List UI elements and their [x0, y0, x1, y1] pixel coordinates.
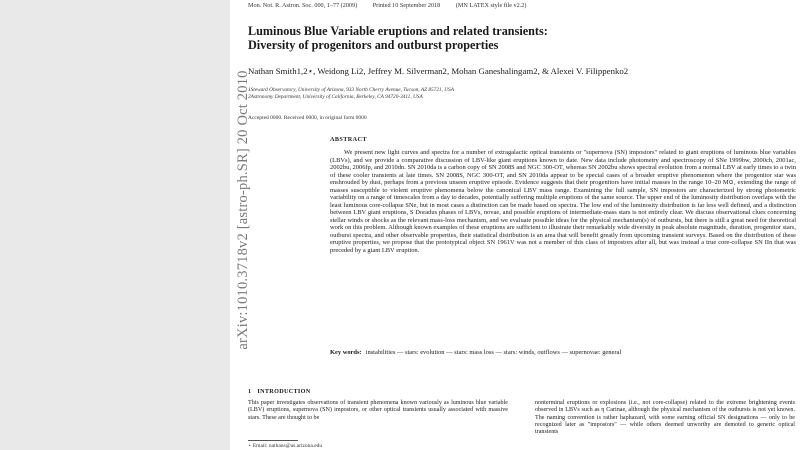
- footnote-divider: [248, 440, 298, 441]
- intro-column-right: nonterminal eruptions or explosions (i.e., not core-collapse) related to the extreme brightening events observed in LBVs such as η Carinae, although the physical mechanism of the outbursts is not yet known. The naming convention is rather haphazard, with some earning official SN designations — only to be recognized later as "impostors" — while others deemed unworthy are demoted to generic optical transients: [535, 400, 795, 436]
- intro-column-left: This paper investigates observations of transient phenomena known variously as luminous blue variable (LBV) eruptions, supernova (SN) impostors, or other optical transients usually associated with massive stars. These are thought to be: [248, 400, 508, 421]
- footnote-email: ⋆ Email: nathans@as.arizona.edu: [248, 443, 323, 449]
- printed-date: Printed 10 September 2018: [372, 2, 441, 9]
- abstract-text: We present new light curves and spectra for a number of extragalactic optical transients or "supernova (SN) impostors" related to giant eruptions of luminous blue variables (LBVs), and we provide a comparative discussion of LBV-like giant eruptions known to date. New data include photometry and spectroscopy of SNe 1999bw, 2000ch, 2001ac, 2002bu, 2006fp, and 2010dn. SN 2010da is a carbon copy of SN 2008S and NGC 300-OT, whereas SN 2002bu shows spectral evolution from a normal LBV at early times to a twin of these cooler transients at late times. SN 2008S, NGC 300-OT, and SN 2010da appear to be special cases of a broader eruptive phenomenon where the progenitor star was enshrouded by dust, perhaps from a previous unseen eruptive episode. Evidence suggests that their progenitors have initial masses in the range 10–20 M⊙, extending the range of masses susceptible to violent eruptive phenomena below the canonical LBV mass range. Examining the full sample, SN impostors are characterized by strong photometric variability on a range of timescales from a day to decades, potentially suffering multiple eruptions of the same source. The upper end of the luminosity distribution overlaps with the least luminous core-collapse SNe, but in most cases a distinction can be made based on spectra. The low end of the luminosity distribution is far less well defined, and a distinction between LBV giant eruptions, S Doradus phases of LBVs, novae, and possible eruptions of intermediate-mass stars is not entirely clear. We discuss observational clues concerning stellar winds or shocks as the relevant mass-loss mechanism, and we evaluate possible ideas for the physical mechanism(s) of outbursts, but there is still a great need for theoretical work on this problem. Although known examples of these eruptions are sufficient to illustrate their remarkably wide diversity in peak absolute magnitude, duration, progenitor stars, outburst spectra, and other observable properties, their statistical distribution is an area that will benefit greatly from upcoming transient surveys. Based on the distribution of these eruptive properties, we propose that the prototypical object SN 1961V was not a member of this class of impostors after all, but was instead a true core-collapse SN IIn that was preceded by a giant LBV eruption.: [330, 149, 796, 254]
- title-line-2: Diversity of progenitors and outburst properties: [248, 38, 499, 52]
- running-head: [248, 2, 788, 9]
- paper-page: [230, 0, 800, 450]
- keywords-list: instabilities — stars: evolution — stars: mass loss — stars: winds, outflows — supernovae: general: [365, 349, 622, 356]
- accepted-received-line: Accepted 0000. Received 0000, in original form 0000: [248, 115, 367, 121]
- section-heading: [248, 388, 317, 395]
- affiliation-2: 2Astronomy Department, University of California, Berkeley, CA 94720-3411, USA: [248, 94, 423, 100]
- style-file: (MN LATEX style file v2.2): [455, 2, 527, 9]
- section-number: 1: [248, 388, 252, 395]
- arxiv-identifier-text: arXiv:1010.3718v2 [astro-ph.SR] 20 Oct 2010: [235, 70, 251, 350]
- affiliations: [248, 87, 768, 101]
- keywords: [330, 349, 796, 357]
- title-line-1: Luminous Blue Variable eruptions and related transients:: [248, 24, 548, 38]
- arxiv-identifier: [236, 60, 250, 360]
- abstract-heading: ABSTRACT: [330, 136, 367, 143]
- journal-citation: Mon. Not. R. Astron. Soc. 000, 1–77 (2009): [248, 2, 358, 9]
- affiliation-1: 1Steward Observatory, University of Arizona, 933 North Cherry Avenue, Tucson, AZ 85721, USA: [248, 87, 454, 93]
- keywords-label: Key words:: [330, 349, 362, 356]
- author-list: Nathan Smith1,2⋆, Weidong Li2, Jeffrey M. Silverman2, Mohan Ganeshalingam2, & Alexei V. Filippenko2: [248, 66, 629, 76]
- section-title: INTRODUCTION: [257, 388, 311, 395]
- paper-title: [248, 24, 768, 52]
